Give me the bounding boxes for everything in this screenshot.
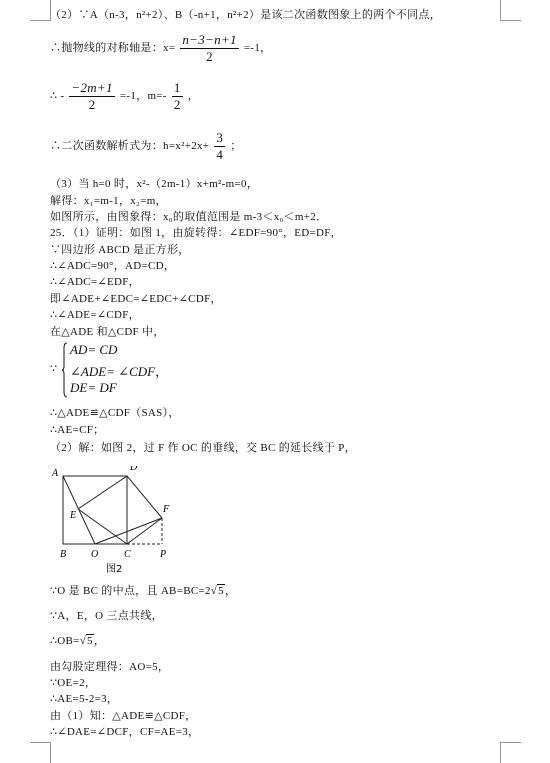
text-line: ∴∠DAE=∠DCF，CF=AE=3， <box>50 726 200 738</box>
fraction-denominator: 2 <box>173 97 181 112</box>
ob-line <box>50 632 105 648</box>
label-B: B <box>60 549 67 560</box>
text-fragment: ∴ - <box>50 90 65 103</box>
label-F: F <box>163 504 170 515</box>
text-line: ∵四边形 ABCD 是正方形， <box>50 244 190 256</box>
label-O: O <box>91 549 99 560</box>
radicand: 5 <box>87 635 93 647</box>
axis-equation-line <box>50 32 271 65</box>
text-line: 即∠ADE+∠EDC=∠EDC+∠CDF， <box>50 293 222 305</box>
text-line: 如图所示，由图象得：x₀的取值范围是 m-3＜x₀＜m+2． <box>50 211 328 223</box>
crop-mark-top-right <box>500 0 521 21</box>
fraction-denominator: 4 <box>216 147 224 162</box>
fraction <box>180 32 238 65</box>
fraction-numerator: −2m+1 <box>71 80 113 95</box>
system-row <box>70 361 168 380</box>
text-line: ∴∠ADE=∠CDF， <box>50 309 140 321</box>
text-fragment: ， <box>224 585 237 597</box>
text-fragment: ∴二次函数解析式为：h=x²+2x+ <box>50 140 210 153</box>
fraction <box>172 80 183 113</box>
system-row: AD= CD <box>70 342 118 357</box>
because-symbol: ∵ <box>50 363 57 375</box>
text-line: 在△ADE 和△CDF 中， <box>50 326 165 338</box>
text-line: 25．（1）证明：如图 1，由旋转得：∠EDF=90°，ED=DF， <box>50 227 342 239</box>
system-row: DE= DF <box>70 380 117 395</box>
crop-mark-top-left <box>30 0 51 21</box>
text-line: ∴AE=CF； <box>50 424 105 436</box>
label-D: D <box>130 466 138 473</box>
text-line: ∴AE=5-2=3， <box>50 693 119 705</box>
text-line: 由（1）知：△ADE≌△CDF， <box>50 710 197 722</box>
text-fragment: =-1， <box>243 42 272 55</box>
fraction-numerator: 3 <box>216 130 224 145</box>
fraction-denominator: 2 <box>88 97 96 112</box>
text-line: ∵OE=2， <box>50 677 97 689</box>
crop-mark-bottom-left <box>30 742 51 763</box>
square-diagram <box>50 466 190 576</box>
fraction-numerator: n−3−n+1 <box>182 32 237 47</box>
text-fragment: ， <box>93 635 106 647</box>
label-C: C <box>124 549 131 560</box>
quadratic-expression-line <box>50 130 242 163</box>
text-fragment: ∴抛物线的对称轴是：x= <box>50 42 176 55</box>
text-fragment: ∴OB= <box>50 635 80 647</box>
text-line: ∴∠ADC=∠EDF， <box>50 276 140 288</box>
square-root <box>211 585 225 597</box>
text-line: （2）解：如图 2，过 F 作 OC 的垂线，交 BC 的延长线于 P， <box>50 442 356 454</box>
system-row-text: ∠ADE= ∠CDF <box>70 364 156 379</box>
square-root <box>80 635 94 647</box>
text-line: ∵A，E，O 三点共线， <box>50 610 163 622</box>
text-line: 由勾股定理得：AO=5， <box>50 661 170 673</box>
text-fragment: =-1，m=- <box>119 90 167 103</box>
geometry-figure-2 <box>50 466 190 579</box>
m-equation-line <box>50 80 199 113</box>
text-line: ∴△ADE≌△CDF（SAS）， <box>50 407 180 419</box>
fraction <box>69 80 114 113</box>
sqrt-icon: √ <box>79 635 87 647</box>
figure-caption: 图2 <box>106 564 123 575</box>
label-E: E <box>70 510 77 521</box>
text-fragment: ， <box>155 364 169 379</box>
text-fragment: ∵O 是 BC 的中点，且 AB=BC=2 <box>50 585 211 597</box>
text-fragment: ， <box>187 90 200 103</box>
sqrt-icon: √ <box>210 585 218 597</box>
text-line: （2）∵A（n-3，n²+2）、B（-n+1，n²+2）是该二次函数图象上的两个不同点， <box>50 9 442 21</box>
fraction <box>214 130 225 163</box>
text-line: ∴∠ADC=90°，AD=CD， <box>50 260 176 272</box>
text-fragment: ； <box>230 140 242 153</box>
fraction-denominator: 2 <box>206 49 213 64</box>
fraction-numerator: 1 <box>173 80 181 95</box>
equation-system <box>50 340 250 400</box>
left-brace-icon <box>62 342 68 398</box>
label-P: P <box>160 549 167 560</box>
label-A: A <box>52 468 59 479</box>
crop-mark-bottom-right <box>500 742 521 763</box>
text-line: 解得：x₁=m-1，x₂=m， <box>50 195 167 207</box>
radicand: 5 <box>218 585 224 597</box>
midpoint-line <box>50 582 236 598</box>
text-line: （3）当 h=0 时，x²-（2m-1）x+m²-m=0， <box>50 178 259 190</box>
